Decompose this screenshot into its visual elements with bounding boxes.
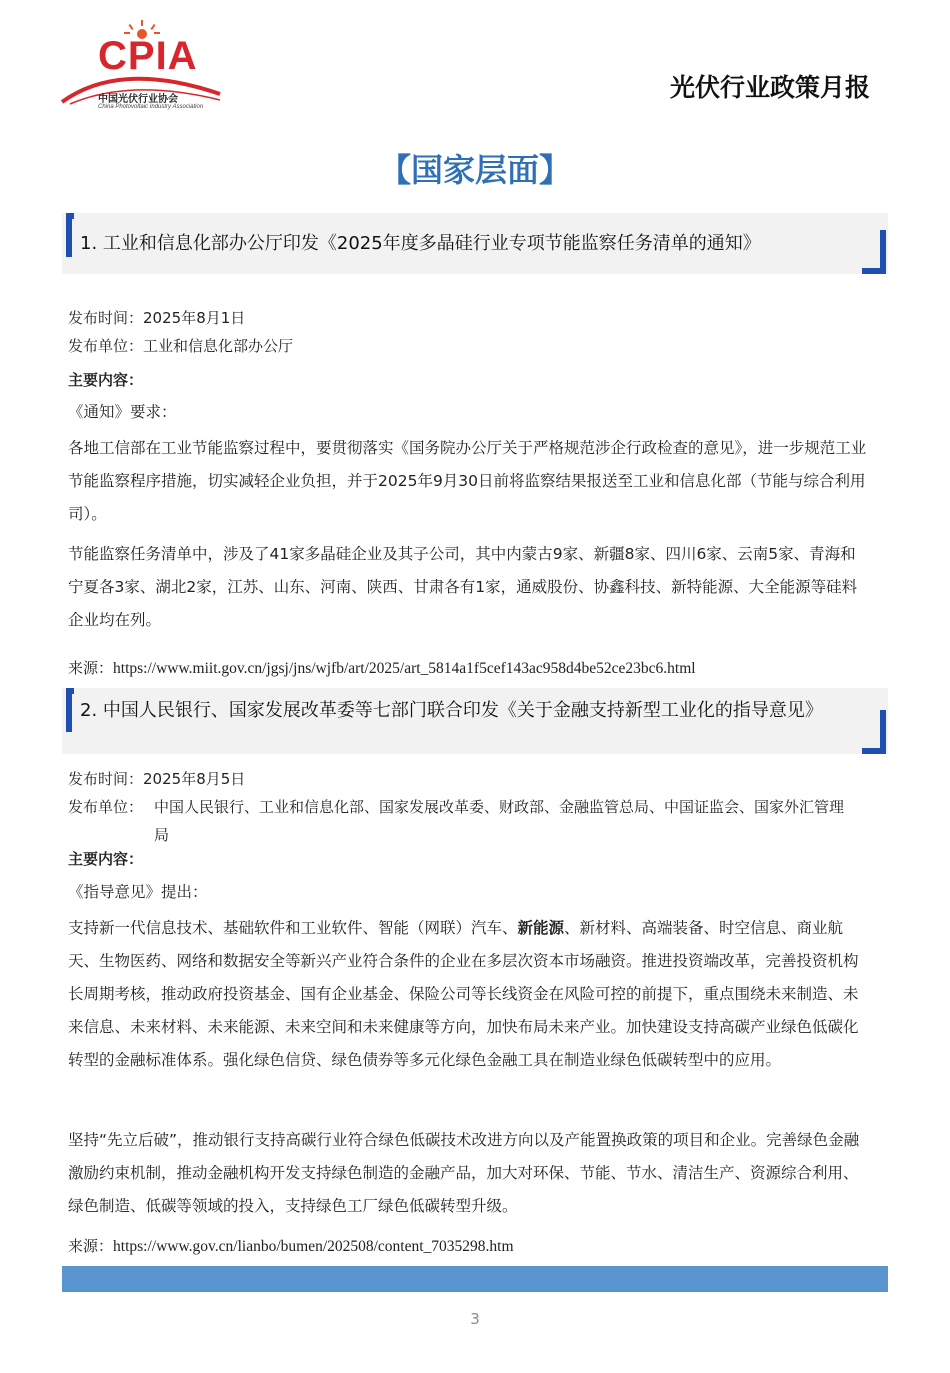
item-2-content-label	[68, 849, 143, 869]
corner-accent-top-left-cap	[66, 213, 74, 219]
cpia-logo	[60, 20, 225, 115]
publisher-value: 工业和信息化部办公厅	[143, 337, 294, 355]
report-title: 光伏行业政策月报	[669, 73, 870, 102]
corner-accent-top-left-cap	[66, 688, 74, 694]
logo-text: CPIA	[98, 34, 198, 78]
content-label: 主要内容：	[68, 371, 144, 389]
highlight-new-energy: 新能源	[517, 919, 565, 937]
item-2-paragraph-1	[68, 912, 870, 1077]
item-1-title: 1. 工业和信息化部办公厅印发《2025年度多晶硅行业专项节能监察任务清单的通知》	[80, 233, 761, 254]
item-2-source	[68, 1235, 514, 1256]
item-1-paragraph-1: 各地工信部在工业节能监察过程中，要贯彻落实《国务院办公厅关于严格规范涉企行政检查的意见》，进一步规范工业节能监察程序措施，切实减轻企业负担，并于2025年9月30日前将监察结果报送至工业和信息化部（节能与综合利用司）。	[68, 439, 867, 523]
logo-english-name: China Photovoltaic Industry Association	[98, 104, 204, 110]
item-1-intro: 《通知》要求：	[68, 403, 177, 421]
source-label: 来源：	[68, 659, 114, 677]
date-label: 发布时间：	[68, 309, 144, 327]
item-1-paragraph-2: 节能监察任务清单中，涉及了41家多晶硅企业及其子公司，其中内蒙古9家、新疆8家、四川6家、云南5家、青海和宁夏各3家、湖北2家，江苏、山东、河南、陕西、甘肃各有1家，通威股份、协鑫科技、新特能源、大全能源等硅料企业均在列。	[68, 545, 858, 629]
item-2-date-row	[68, 769, 245, 789]
section-heading: 【国家层面】	[378, 151, 571, 189]
date-value: 2025年8月1日	[143, 309, 246, 327]
corner-accent-top-left	[66, 213, 72, 257]
item-2-title: 2. 中国人民银行、国家发展改革委等七部门联合印发《关于金融支持新型工业化的指导意见》	[80, 700, 823, 721]
source-link[interactable]: https://www.gov.cn/lianbo/bumen/202508/content_7035298.htm	[113, 1238, 514, 1255]
corner-accent-bottom-right-cap	[862, 268, 886, 274]
date-value: 2025年8月5日	[143, 770, 246, 788]
item-1-publisher-row	[68, 336, 293, 356]
item-1-date-row	[68, 308, 245, 328]
item-1-source	[68, 657, 696, 678]
item-2-publisher-row	[68, 797, 868, 849]
footer-bar	[62, 1266, 888, 1292]
item-1-header	[62, 213, 888, 274]
paragraph-text: 、新材料、高端装备、时空信息、商业航天、生物医药、网络和数据安全等新兴产业符合条件的企业在多层次资本市场融资。推进投资端改革，完善投资机构长周期考核，推动政府投资基金、国有企业基金、保险公司等长线资金在风险可控的前提下，重点围绕未来制造、未来信息、未来材料、未来能源、未来空间和未来健康等方向，加快布局未来产业。加快建设支持高碳产业绿色低碳化转型的金融标准体系。强化绿色信贷、绿色债券等多元化绿色金融工具在制造业绿色低碳转型中的应用。	[68, 919, 859, 1069]
item-2-intro: 《指导意见》提出：	[68, 883, 208, 901]
publisher-label: 发布单位：	[68, 798, 144, 816]
publisher-value: 中国人民银行、工业和信息化部、国家发展改革委、财政部、金融监管总局、中国证监会、国家外汇管理局	[154, 798, 845, 844]
item-2-header	[62, 688, 888, 754]
item-2-paragraph-2: 坚持“先立后破”，推动银行支持高碳行业符合绿色低碳技术改进方向以及产能置换政策的项目和企业。完善绿色金融激励约束机制，推动金融机构开发支持绿色制造的金融产品，加大对环保、节能、节水、清洁生产、资源综合利用、绿色制造、低碳等领域的投入，支持绿色工厂绿色低碳转型升级。	[68, 1131, 860, 1215]
source-label: 来源：	[68, 1237, 114, 1255]
source-link[interactable]: https://www.miit.gov.cn/jgsj/jns/wjfb/art/2025/art_5814a1f5cef143ac958d4be52ce23bc6.html	[113, 660, 696, 677]
publisher-label: 发布单位：	[68, 337, 144, 355]
item-1-content-label	[68, 370, 143, 390]
paragraph-text: 支持新一代信息技术、基础软件和工业软件、智能（网联）汽车、	[68, 919, 518, 937]
content-label: 主要内容：	[68, 850, 144, 868]
date-label: 发布时间：	[68, 770, 144, 788]
logo-chinese-name: 中国光伏行业协会	[98, 94, 178, 105]
page-number: 3	[470, 1310, 480, 1328]
corner-accent-top-left	[66, 688, 72, 732]
corner-accent-bottom-right-cap	[862, 748, 886, 754]
